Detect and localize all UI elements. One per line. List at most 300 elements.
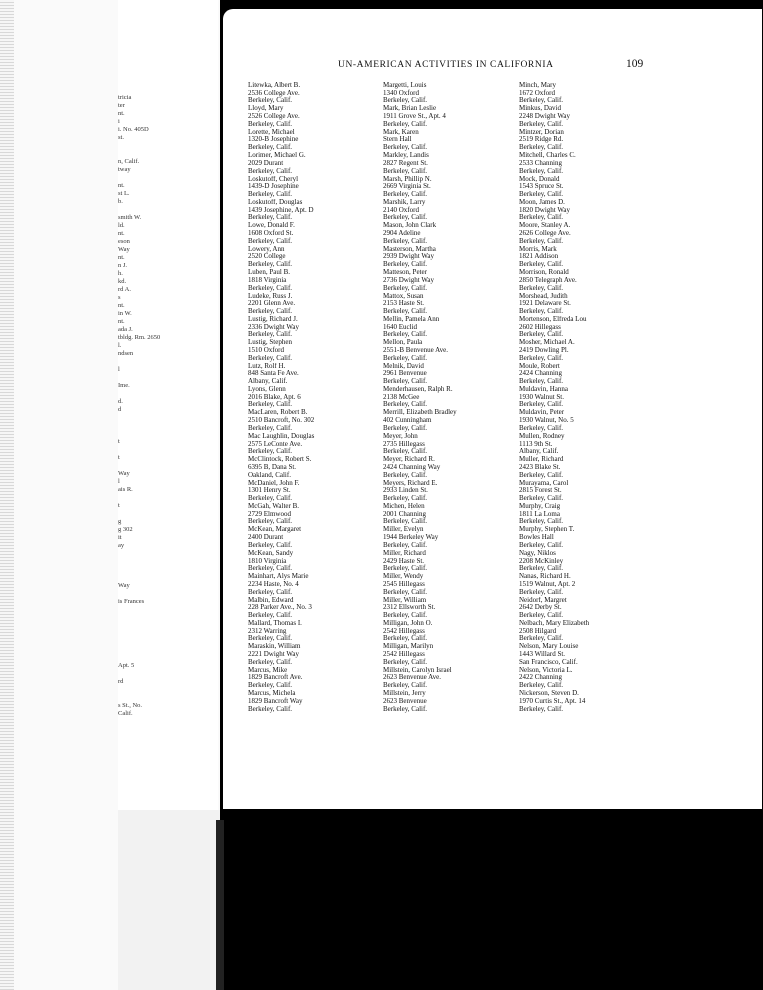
entry-address: 1911 Grove St., Apt. 4 [383, 112, 446, 121]
entry-address: 1810 Virginia [248, 556, 287, 565]
directory-entry [383, 339, 517, 362]
directory-entry [519, 199, 653, 222]
left-page-fragment: t [118, 454, 120, 461]
directory-entry [383, 667, 517, 690]
entry-city: Berkeley, Calif. [519, 704, 564, 713]
entry-city: Berkeley, Calif. [248, 306, 293, 315]
entry-city: Berkeley, Calif. [383, 611, 428, 619]
entry-name: Nelbach, Mary Elizabeth [519, 619, 590, 627]
left-page-fragment: s St., No. [118, 702, 143, 709]
directory-entry [519, 550, 653, 573]
left-page-fragment: nt. [118, 318, 125, 325]
entry-address: 6395 B, Dana St. [248, 462, 297, 471]
entry-name: Lorette, Michael [248, 128, 295, 136]
entry-name: Millstein, Carolyn Israel [383, 666, 452, 674]
entry-city: Berkeley, Calif. [248, 423, 293, 432]
entry-city: Berkeley, Calif. [383, 96, 428, 105]
entry-name: Mellin, Pamela Ann [383, 315, 440, 323]
entry-city: Berkeley, Calif. [519, 564, 564, 573]
entry-city: Berkeley, Calif. [519, 634, 564, 643]
entry-address: 2575 LeConte Ave. [248, 439, 303, 448]
entry-name: Miller, Wendy [383, 573, 424, 581]
entry-name: Mainhart, Alys Marie [248, 573, 309, 581]
directory-entry [519, 480, 653, 503]
entry-city: Berkeley, Calif. [519, 236, 564, 245]
entry-city: San Francisco, Calif. [519, 657, 578, 666]
entry-city: Berkeley, Calif. [519, 213, 564, 222]
left-page-fragment [118, 646, 218, 654]
left-page-fragment: t [118, 502, 120, 509]
entry-name: Nelson, Mary Louise [519, 643, 579, 651]
directory-entry [248, 456, 382, 479]
entry-name: Mosher, Michael A. [519, 339, 575, 347]
entry-address: 1439-D Josephine [248, 182, 299, 191]
directory-entry [383, 573, 517, 596]
entry-address: 848 Santa Fe Ave. [248, 369, 299, 378]
left-page-fragment: Way [118, 582, 130, 589]
entry-name: Mac Laughlin, Douglas [248, 432, 315, 440]
left-page-fragment [118, 174, 218, 182]
entry-address: 2016 Blake, Apt. 6 [248, 392, 301, 401]
entry-name: Lowe, Donald F. [248, 222, 295, 230]
entry-name: Milligan, Marilyn [383, 643, 434, 651]
directory-entry [519, 316, 653, 339]
entry-city: Berkeley, Calif. [519, 306, 564, 315]
left-page-fragment [118, 550, 218, 558]
left-page-fragment: ay [118, 542, 125, 549]
entry-address: 2208 McKinley [519, 556, 564, 565]
entry-address: 1443 Willard St. [519, 650, 566, 659]
left-page-fragment [118, 374, 218, 382]
directory-entry [519, 433, 653, 456]
entry-city: Berkeley, Calif. [519, 681, 564, 690]
directory-entry [248, 246, 382, 269]
left-page-fragment: ais R. [118, 486, 133, 493]
entry-name: Nelson, Victoria L. [519, 666, 573, 674]
left-page-fragment [118, 510, 218, 518]
entry-address: 2419 Dowling Pl. [519, 346, 569, 354]
entry-address: 402 Cunningham [383, 416, 432, 425]
page-number: 109 [626, 58, 644, 70]
entry-name: Loskutoff, Douglas [248, 198, 303, 206]
directory-entry [248, 433, 382, 456]
entry-name: McKean, Sandy [248, 549, 294, 557]
left-page-fragment: nt. [118, 182, 125, 189]
left-page-fragment: is Frances [118, 598, 145, 605]
entry-name: Lyons, Glenn [248, 386, 286, 394]
directory-entry [383, 456, 517, 479]
entry-city: Berkeley, Calif. [519, 260, 564, 269]
entry-address: 2520 College [248, 252, 286, 261]
entry-address: 2939 Dwight Way [383, 252, 435, 261]
left-page-fragment: ndsen [118, 350, 134, 357]
directory-entry [519, 573, 653, 596]
directory-entry [519, 386, 653, 409]
left-page-fragment: rd [118, 678, 124, 685]
left-page-fragment [118, 566, 218, 574]
directory-entry [519, 339, 653, 362]
entry-address: 2424 Channing [519, 369, 562, 378]
entry-address: 1930 Walnut, No. 5 [519, 416, 574, 425]
entry-address: 2551-B Benvenue Ave. [383, 346, 448, 354]
entry-name: Mason, John Clark [383, 222, 437, 230]
entry-name: Morrison, Ronald [519, 269, 569, 277]
entry-name: Mark, Brian Leslie [383, 105, 437, 113]
directory-entry [519, 129, 653, 152]
directory-entry [383, 105, 517, 128]
directory-entry [519, 456, 653, 479]
left-page-fragment: tway [118, 166, 131, 173]
directory-entry [383, 269, 517, 292]
entry-name: Meyer, Richard R. [383, 456, 435, 464]
entry-city: Berkeley, Calif. [519, 96, 564, 105]
entry-city: Berkeley, Calif. [248, 236, 293, 245]
left-page-fragment: nt. [118, 230, 125, 237]
entry-name: Nanas, Richard H. [519, 573, 571, 581]
entry-name: Mark, Karen [383, 128, 419, 136]
entry-city: Albany, Calif. [519, 447, 559, 456]
entry-address: 1640 Euclid [383, 322, 418, 331]
directory-entry [383, 386, 517, 409]
entry-city: Berkeley, Calif. [248, 119, 293, 128]
left-page-fragment [118, 670, 218, 678]
directory-entry [248, 293, 382, 316]
entry-address: 1113 9th St. [519, 439, 553, 448]
left-page-fragment [118, 494, 218, 502]
left-page-fragment [118, 606, 218, 614]
entry-address: 2623 Benvenue [383, 696, 427, 705]
left-page-fragment: n, Calif. [118, 158, 140, 165]
left-page-fragment: ter [118, 102, 125, 109]
entry-address: 1921 Delaware St. [519, 299, 571, 308]
left-page-fragment: d [118, 406, 122, 413]
directory-entry [248, 480, 382, 503]
entry-city: Berkeley, Calif. [383, 236, 428, 245]
entry-name: Marshik, Larry [383, 198, 426, 206]
entry-address: 1829 Bancroft Way [248, 696, 303, 705]
entry-city: Berkeley, Calif. [383, 517, 428, 526]
entry-city: Berkeley, Calif. [383, 447, 428, 456]
left-page-fragment [118, 462, 218, 470]
directory-entry [383, 199, 517, 222]
entry-city: Berkeley, Calif. [383, 306, 428, 315]
entry-city: Berkeley, Calif. [519, 400, 564, 409]
directory-entry [248, 620, 382, 643]
entry-name: Mock, Donald [519, 175, 560, 183]
entry-address: 2422 Channing [519, 673, 562, 682]
directory-entry [248, 597, 382, 620]
directory-entry [519, 503, 653, 526]
directory-entry [248, 339, 382, 362]
entry-address: 2623 Benvenue Ave. [383, 673, 441, 682]
entry-city: Berkeley, Calif. [519, 166, 564, 175]
left-page-fragment: st. [118, 134, 124, 141]
entry-name: Miller, Richard [383, 549, 426, 557]
directory-entry [519, 643, 653, 666]
entry-city: Berkeley, Calif. [248, 96, 293, 105]
entry-address: 2542 Hillegass [383, 626, 425, 635]
entry-city: Berkeley, Calif. [519, 470, 564, 479]
entry-name: Nickerson, Steven D. [519, 690, 579, 698]
left-page-fragment: d. [118, 398, 123, 405]
entry-name: Mattox, Susan [383, 292, 424, 300]
entry-name: Melnik, David [383, 362, 424, 370]
entry-city: Berkeley, Calif. [248, 704, 293, 713]
directory-entry [248, 690, 382, 713]
entry-city: Berkeley, Calif. [383, 587, 428, 596]
entry-name: Marsh, Phillip N. [383, 175, 432, 183]
entry-city: Berkeley, Calif. [248, 447, 293, 456]
left-page-fragment: h. [118, 270, 123, 277]
directory-entry [248, 152, 382, 175]
directory-entry [248, 643, 382, 666]
entry-city: Berkeley, Calif. [519, 283, 564, 292]
entry-city: Berkeley, Calif. [248, 260, 293, 269]
entry-city: Berkeley, Calif. [248, 400, 293, 409]
entry-name: MacLaren, Robert B. [248, 409, 308, 417]
entry-city: Berkeley, Calif. [519, 330, 564, 339]
entry-address: 1829 Bancroft Ave. [248, 673, 303, 682]
entry-city: Oakland, Calif. [248, 470, 291, 479]
directory-entry [248, 503, 382, 526]
entry-address: 2336 Dwight Way [248, 322, 300, 331]
entry-address: 1301 Henry St. [248, 486, 291, 495]
directory-entry [248, 667, 382, 690]
running-head: UN-AMERICAN ACTIVITIES IN CALIFORNIA [338, 60, 554, 70]
entry-city: Berkeley, Calif. [248, 189, 293, 198]
entry-city: Berkeley, Calif. [248, 353, 293, 362]
entry-name: Neidorf, Margret [519, 596, 567, 604]
left-page-fragment: Apt. 5 [118, 662, 135, 669]
left-page-fragment [118, 654, 218, 662]
entry-address: 2536 College Ave. [248, 88, 300, 97]
entry-address: 1340 Oxford [383, 88, 419, 97]
entry-city: Berkeley, Calif. [519, 353, 564, 362]
left-page-fragment: g 302 [118, 526, 133, 533]
left-page-fragment: l [118, 366, 120, 373]
left-page-fragment: rd A. [118, 286, 131, 293]
directory-entry [383, 409, 517, 432]
left-page-fragment: l. [118, 342, 122, 349]
entry-name: Nagy, Niklos [519, 549, 556, 557]
entry-address: 2424 Channing Way [383, 462, 441, 471]
entry-city: Berkeley, Calif. [248, 517, 293, 526]
directory-column-3 [519, 82, 653, 714]
directory-entry [248, 526, 382, 549]
entry-city: Berkeley, Calif. [383, 353, 428, 362]
entry-name: Minkus, David [519, 105, 561, 113]
entry-city: Berkeley, Calif. [519, 611, 564, 619]
entry-name: Mitchell, Charles C. [519, 152, 576, 160]
left-page-fragment: tricia [118, 94, 132, 101]
entry-city: Berkeley, Calif. [519, 423, 564, 432]
entry-address: 2201 Glenn Ave. [248, 299, 296, 308]
entry-address: 2827 Regent St. [383, 158, 428, 167]
entry-city: Berkeley, Calif. [248, 657, 293, 666]
directory-entry [383, 129, 517, 152]
left-page-fragment: i [118, 118, 120, 125]
left-page-fragment: ada J. [118, 326, 133, 333]
entry-address: 2153 Haste St. [383, 299, 425, 308]
entry-name: Maraskin, William [248, 643, 301, 651]
left-page-fragment: ld. [118, 222, 125, 229]
directory-entry [248, 269, 382, 292]
entry-name: Michen, Helen [383, 503, 425, 511]
entry-city: Berkeley, Calif. [383, 143, 428, 152]
entry-address: 2542 Hillegass [383, 650, 425, 659]
entry-city: Berkeley, Calif. [519, 189, 564, 198]
entry-address: 2626 College Ave. [519, 229, 571, 238]
entry-address: 2429 Haste St. [383, 556, 425, 565]
directory-entry [248, 386, 382, 409]
left-page-fragment: n J. [118, 262, 128, 269]
entry-address: 1944 Berkeley Way [383, 533, 439, 542]
entry-name: Mallard, Thomas I. [248, 619, 302, 627]
entry-address: 2519 Ridge Rd. [519, 135, 564, 144]
entry-name: Moon, James D. [519, 198, 565, 206]
entry-city: Berkeley, Calif. [383, 681, 428, 690]
directory-entry [383, 82, 517, 105]
left-page-fragment: in W. [118, 310, 132, 317]
entry-name: McClintock, Robert S. [248, 456, 312, 464]
directory-entry [519, 222, 653, 245]
entry-city: Berkeley, Calif. [383, 470, 428, 479]
entry-name: Lowery, Ann [248, 245, 285, 253]
entry-name: Meyers, Richard E. [383, 479, 438, 487]
entry-name: Mortenson, Elfreda Lou [519, 315, 587, 323]
entry-city: Berkeley, Calif. [383, 189, 428, 198]
entry-address: Bowles Hall [519, 533, 554, 542]
entry-name: Miller, Evelyn [383, 526, 424, 534]
left-page-fragment: l [118, 478, 120, 485]
entry-name: McDaniel, John F. [248, 479, 300, 487]
left-page-fragment [118, 422, 218, 430]
directory-entry [519, 246, 653, 269]
directory-entry [519, 409, 653, 432]
left-page-fragment [118, 142, 218, 150]
entry-address: 2508 Hilgard [519, 626, 557, 635]
directory-entry [383, 293, 517, 316]
entry-address: 2735 Hillegass [383, 439, 425, 448]
entry-address: 2248 Dwight Way [519, 112, 571, 121]
entry-address: 2234 Haste, No. 4 [248, 579, 299, 588]
entry-address: 2029 Durant [248, 158, 284, 167]
entry-city: Berkeley, Calif. [248, 213, 293, 222]
left-page-fragment: Ime. [118, 382, 130, 389]
directory-entry [248, 573, 382, 596]
left-page-fragment: kd. [118, 278, 127, 285]
left-page-fragment [118, 686, 218, 694]
entry-name: Markley, Landis [383, 152, 429, 160]
entry-address: 1818 Virginia [248, 275, 287, 284]
entry-address: 2533 Channing [519, 158, 562, 167]
entry-city: Berkeley, Calif. [248, 587, 293, 596]
directory-entry [248, 105, 382, 128]
entry-name: Millstein, Jerry [383, 690, 426, 698]
entry-name: Malbin, Edward [248, 596, 294, 604]
directory-entry [383, 222, 517, 245]
entry-address: 2850 Telegraph Ave. [519, 275, 577, 284]
directory-entry [383, 503, 517, 526]
left-page-fragment [118, 694, 218, 702]
left-page-fragment [118, 430, 218, 438]
left-page-lower [118, 810, 220, 990]
entry-address: 1821 Addison [519, 252, 559, 261]
entry-city: Berkeley, Calif. [383, 400, 428, 409]
left-page-fragment: it [118, 534, 122, 541]
entry-name: Masterson, Martha [383, 245, 436, 253]
entry-address: 2221 Dwight Way [248, 650, 300, 659]
directory-entry [519, 105, 653, 128]
entry-address: 2602 Hillegass [519, 322, 561, 331]
left-page-fragment [118, 150, 218, 158]
entry-name: Murayama, Carol [519, 479, 569, 487]
directory-entry [383, 433, 517, 456]
entry-city: Berkeley, Calif. [383, 377, 428, 386]
directory-entry [519, 82, 653, 105]
left-page-fragment [118, 358, 218, 366]
entry-name: Mintzer, Dorian [519, 128, 564, 136]
entry-city: Berkeley, Calif. [248, 564, 293, 573]
entry-name: Merrill, Elizabeth Bradley [383, 409, 457, 417]
directory-entry [248, 316, 382, 339]
entry-address: 1811 La Loma [519, 509, 560, 518]
directory-entry [383, 152, 517, 175]
entry-address: 1930 Walnut St. [519, 392, 565, 401]
entry-city: Berkeley, Calif. [383, 423, 428, 432]
entry-address: 228 Parker Ave., No. 3 [248, 603, 312, 612]
entry-address: 2642 Derby St. [519, 603, 562, 612]
left-page-fragment: st L. [118, 190, 130, 197]
book-gutter [216, 820, 224, 990]
directory-entry [248, 363, 382, 386]
directory-entry [383, 597, 517, 620]
left-page-fragment: s [118, 294, 121, 301]
directory-entry [248, 199, 382, 222]
left-page-fragment [118, 206, 218, 214]
directory-entry [519, 667, 653, 690]
entry-name: Marcus, Michela [248, 690, 296, 698]
entry-address: Stern Hall [383, 135, 412, 144]
left-page-fragment: t [118, 438, 120, 445]
entry-city: Berkeley, Calif. [383, 564, 428, 573]
entry-address: 2140 Oxford [383, 205, 419, 214]
directory-entry [248, 82, 382, 105]
directory-entry [248, 409, 382, 432]
directory-entry [248, 550, 382, 573]
entry-address: 2904 Adeline [383, 229, 421, 238]
directory-entry [248, 129, 382, 152]
directory-entry [519, 526, 653, 549]
left-page-fragment [118, 638, 218, 646]
entry-city: Berkeley, Calif. [519, 494, 564, 503]
entry-name: Mellon, Paula [383, 339, 423, 347]
left-page-fragment [118, 558, 218, 566]
entry-address: 2423 Blake St. [519, 462, 561, 471]
entry-name: Moule, Robert [519, 362, 560, 370]
directory-entry [383, 550, 517, 573]
left-page-fragment: nt. [118, 110, 125, 117]
entry-address: 2312 Warring [248, 626, 287, 635]
entry-city: Berkeley, Calif. [383, 634, 428, 643]
left-page-fragment [118, 630, 218, 638]
entry-city: Berkeley, Calif. [383, 260, 428, 269]
entry-name: McGah, Walter B. [248, 503, 300, 511]
left-page-fragment [118, 414, 218, 422]
directory-entry [383, 480, 517, 503]
entry-address: 2961 Benvenue [383, 369, 427, 378]
entry-name: Lorimer, Michael G. [248, 152, 306, 160]
